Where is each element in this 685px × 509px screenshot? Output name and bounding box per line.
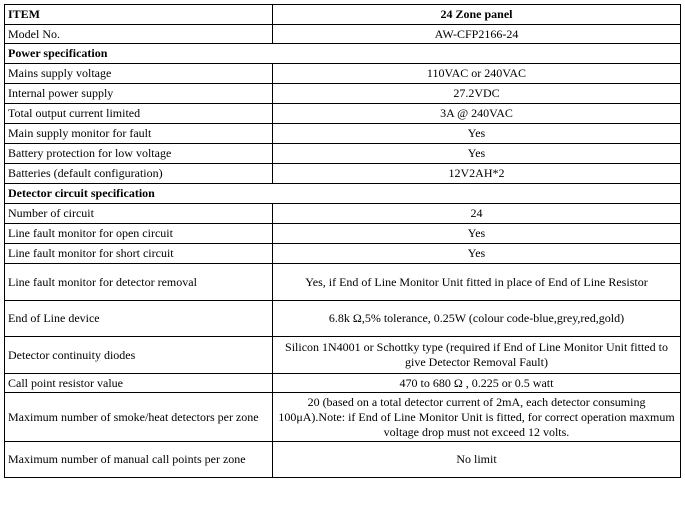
section-title-detector: Detector circuit specification [5, 184, 681, 204]
row-label: Number of circuit [5, 204, 273, 224]
row-value: 470 to 680 Ω , 0.225 or 0.5 watt [273, 374, 681, 393]
table-row [5, 393, 681, 442]
table-row [5, 144, 681, 164]
row-value: Yes [273, 124, 681, 144]
row-label: Maximum number of manual call points per zone [5, 442, 273, 478]
header-value-cell: 24 Zone panel [273, 5, 681, 25]
table-row [5, 124, 681, 144]
row-label: Maximum number of smoke/heat detectors per zone [5, 393, 273, 442]
row-value: 20 (based on a total detector current of 2mA, each detector consuming 100μA).Note: if End of Line Monitor Unit is fitted, for correct operation maxmum voltage drop must not exceed 12 volts. [273, 393, 681, 442]
row-value: 24 [273, 204, 681, 224]
row-value: Yes [273, 144, 681, 164]
row-value: 12V2AH*2 [273, 164, 681, 184]
row-value: 3A @ 240VAC [273, 104, 681, 124]
header-item-cell: ITEM [5, 5, 273, 25]
table-row [5, 204, 681, 224]
table-row [5, 224, 681, 244]
model-label: Model No. [5, 25, 273, 44]
table-row [5, 301, 681, 337]
section-row-detector [5, 184, 681, 204]
row-label: Line fault monitor for open circuit [5, 224, 273, 244]
row-label: Call point resistor value [5, 374, 273, 393]
header-row [5, 5, 681, 25]
table-row [5, 374, 681, 393]
row-label: Mains supply voltage [5, 64, 273, 84]
row-label: Internal power supply [5, 84, 273, 104]
row-label: Main supply monitor for fault [5, 124, 273, 144]
section-row-power [5, 44, 681, 64]
row-value: 6.8k Ω,5% tolerance, 0.25W (colour code-blue,grey,red,gold) [273, 301, 681, 337]
table-row [5, 164, 681, 184]
row-value: 110VAC or 240VAC [273, 64, 681, 84]
row-value: Yes, if End of Line Monitor Unit fitted in place of End of Line Resistor [273, 264, 681, 301]
row-value: Yes [273, 244, 681, 264]
row-value: Silicon 1N4001 or Schottky type (required if End of Line Monitor Unit fitted to give Detector Removal Fault) [273, 337, 681, 374]
spec-table [4, 4, 681, 478]
table-row [5, 64, 681, 84]
table-row [5, 337, 681, 374]
section-title-power: Power specification [5, 44, 681, 64]
row-label: End of Line device [5, 301, 273, 337]
model-value: AW-CFP2166-24 [273, 25, 681, 44]
row-label: Line fault monitor for short circuit [5, 244, 273, 264]
row-label: Line fault monitor for detector removal [5, 264, 273, 301]
row-label: Total output current limited [5, 104, 273, 124]
row-value: No limit [273, 442, 681, 478]
table-row [5, 84, 681, 104]
row-value: 27.2VDC [273, 84, 681, 104]
model-row [5, 25, 681, 44]
row-label: Batteries (default configuration) [5, 164, 273, 184]
row-value: Yes [273, 224, 681, 244]
row-label: Detector continuity diodes [5, 337, 273, 374]
table-row [5, 104, 681, 124]
table-row [5, 244, 681, 264]
table-row [5, 442, 681, 478]
row-label: Battery protection for low voltage [5, 144, 273, 164]
table-row [5, 264, 681, 301]
